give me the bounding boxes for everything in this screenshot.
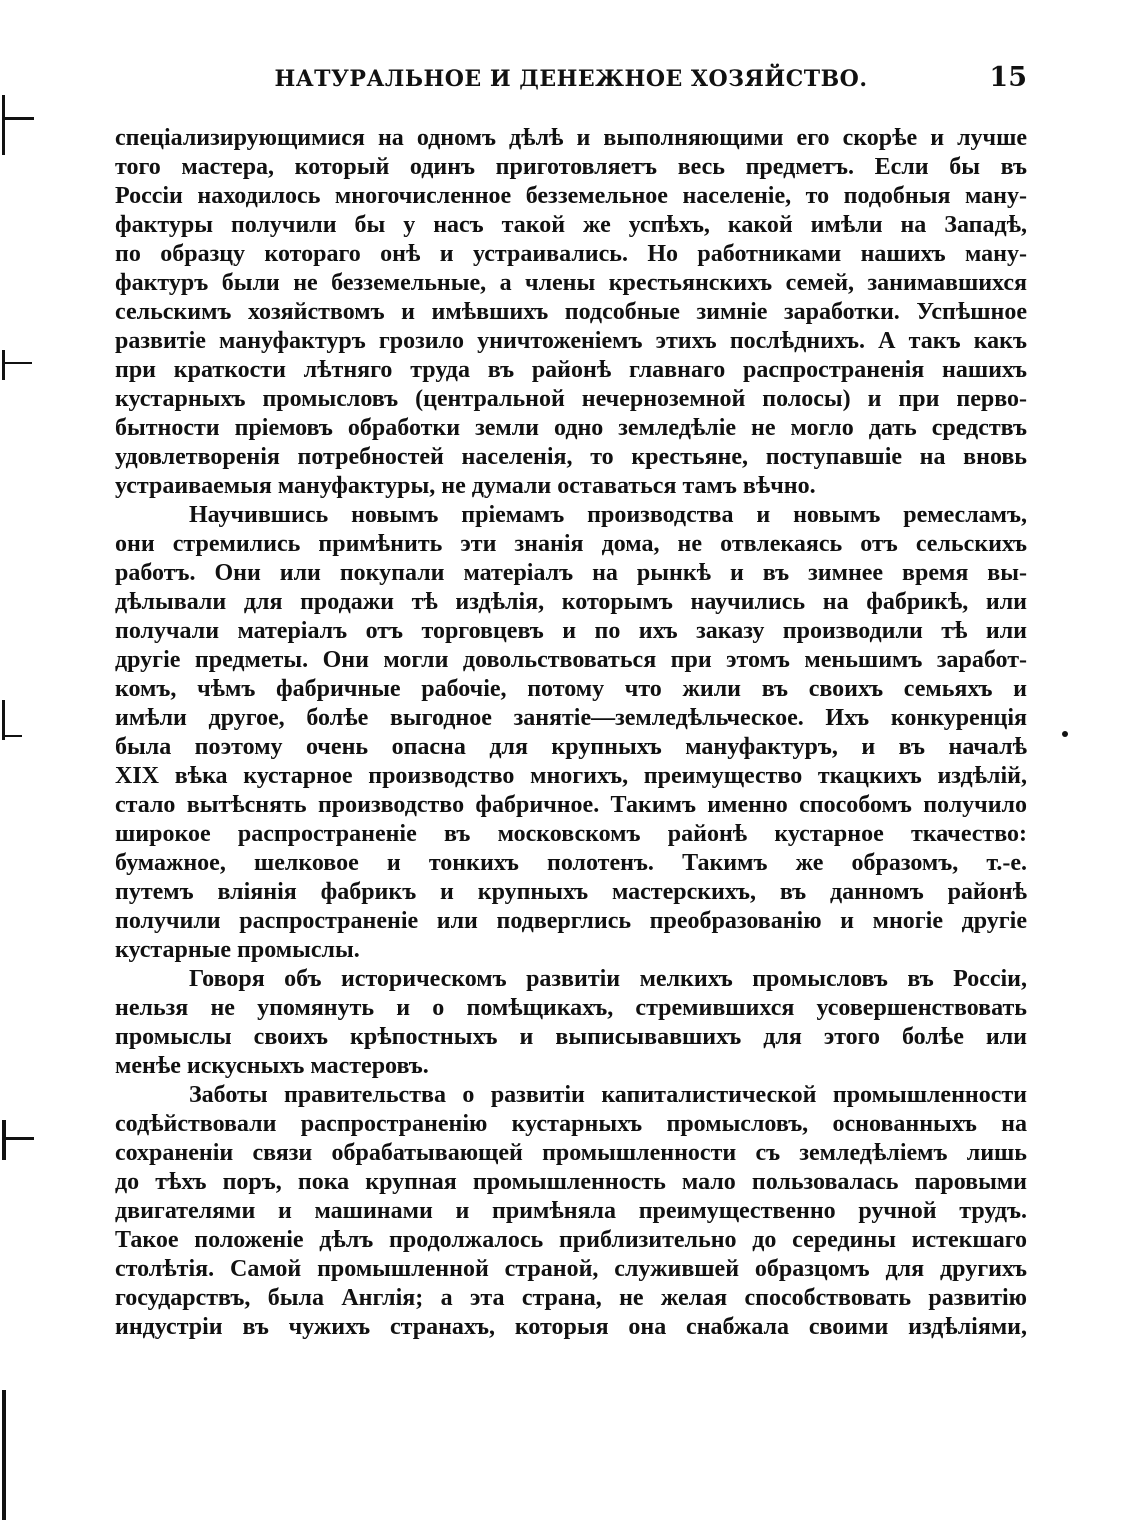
text-line: другіе предметы. Они могли довольствоваться при этомъ меньшимъ заработ-	[115, 647, 1027, 673]
text-line: сельскимъ хозяйствомъ и имѣвшихъ подсобные зимніе заработки. Успѣшное	[115, 299, 1027, 325]
text-line: столѣтія. Самой промышленной страной, служившей образцомъ для другихъ	[115, 1256, 1027, 1282]
text-line: стало вытѣснять производство фабричное. Такимъ именно способомъ получило	[115, 792, 1027, 818]
text-line: работъ. Они или покупали матеріалъ на рынкѣ и въ зимнее время вы-	[115, 560, 1027, 586]
text-line: они стремились примѣнить эти знанія дома, не отвлекаясь отъ сельскихъ	[115, 531, 1027, 557]
text-line: при краткости лѣтняго труда въ районѣ главнаго распространенія нашихъ	[115, 357, 1027, 383]
scan-edge-mark	[2, 1120, 6, 1160]
text-line: Россіи находилось многочисленное безземельное населеніе, то подобныя ману-	[115, 183, 1027, 209]
text-line: двигателями и машинами и примѣняла преимущественно ручной трудъ.	[115, 1198, 1027, 1224]
text-line: Заботы правительства о развитіи капиталистической промышленности	[189, 1082, 1027, 1108]
text-line: Говоря объ историческомъ развитіи мелкихъ промысловъ въ Россіи,	[189, 966, 1027, 992]
text-line: кустарные промыслы.	[115, 937, 360, 963]
text-line: кустарныхъ промысловъ (центральной нечерноземной полосы) и при перво-	[115, 386, 1027, 412]
text-line: промыслы своихъ крѣпостныхъ и выписывавшихъ для этого болѣе или	[115, 1024, 1027, 1050]
text-line: спеціализирующимися на одномъ дѣлѣ и выполняющими его скорѣе и лучше	[115, 125, 1027, 151]
text-line: индустріи въ чужихъ странахъ, которыя она снабжала своими издѣліями,	[115, 1314, 1027, 1340]
scan-dot	[1062, 731, 1068, 737]
running-title: НАТУРАЛЬНОЕ И ДЕНЕЖНОЕ ХОЗЯЙСТВО.	[274, 66, 868, 92]
text-line: удовлетворенія потребностей населенія, то крестьяне, поступавшіе на вновь	[115, 444, 1027, 470]
text-line: бумажное, шелковое и тонкихъ полотенъ. Такимъ же образомъ, т.-е.	[115, 850, 1027, 876]
text-line: широкое распространеніе въ московскомъ районѣ кустарное ткачество:	[115, 821, 1027, 847]
text-line: содѣйствовали распространенію кустарныхъ промысловъ, основанныхъ на	[115, 1111, 1027, 1137]
text-line: развитіе мануфактуръ грозило уничтоженіемъ этихъ послѣднихъ. А такъ какъ	[115, 328, 1027, 354]
text-line: получили распространеніе или подверглись преобразованію и многіе другіе	[115, 908, 1027, 934]
scan-edge-mark	[2, 95, 5, 155]
scan-edge-mark	[2, 700, 5, 740]
page-number: 15	[989, 62, 1027, 93]
text-line: Научившись новымъ пріемамъ производства и новымъ ремесламъ,	[189, 502, 1027, 528]
text-line: комъ, чѣмъ фабричные рабочіе, потому что жили въ своихъ семьяхъ и	[115, 676, 1027, 702]
scan-edge-mark	[4, 735, 22, 737]
text-line: путемъ вліянія фабрикъ и крупныхъ мастерскихъ, въ данномъ районѣ	[115, 879, 1027, 905]
scan-edge-mark	[4, 1137, 34, 1140]
text-line: до тѣхъ поръ, пока крупная промышленность мало пользовалась паровыми	[115, 1169, 1027, 1195]
scan-edge-mark	[2, 1390, 6, 1520]
text-line: менѣе искусныхъ мастеровъ.	[115, 1053, 429, 1079]
text-line: была поэтому очень опасна для крупныхъ мануфактуръ, и въ началѣ	[115, 734, 1027, 760]
text-line: фактуръ были не безземельные, а члены крестьянскихъ семей, занимавшихся	[115, 270, 1027, 296]
text-line: фактуры получили бы у насъ такой же успѣхъ, какой имѣли на Западѣ,	[115, 212, 1027, 238]
scan-edge-mark	[4, 117, 34, 120]
text-line: сохраненіи связи обрабатывающей промышленности съ земледѣліемъ лишь	[115, 1140, 1027, 1166]
text-line: XIX вѣка кустарное производство многихъ, преимущество ткацкихъ издѣлій,	[115, 763, 1027, 789]
body-text	[115, 124, 1027, 1342]
text-line: государствъ, была Англія; а эта страна, не желая способствовать развитію	[115, 1285, 1027, 1311]
text-line: того мастера, который одинъ приготовляетъ весь предметъ. Если бы въ	[115, 154, 1027, 180]
text-line: нельзя не упомянуть и о помѣщикахъ, стремившихся усовершенствовать	[115, 995, 1027, 1021]
text-line: бытности пріемовъ обработки земли одно земледѣліе не могло дать средствъ	[115, 415, 1027, 441]
text-line: устраиваемыя мануфактуры, не думали оставаться тамъ вѣчно.	[115, 473, 816, 499]
text-line: Такое положеніе дѣлъ продолжалось приблизительно до середины истекшаго	[115, 1227, 1027, 1253]
scan-edge-mark	[2, 350, 5, 380]
text-line: имѣли другое, болѣе выгодное занятіе—земледѣльческое. Ихъ конкуренція	[115, 705, 1027, 731]
text-line: получали матеріалъ отъ торговцевъ и по ихъ заказу производили тѣ или	[115, 618, 1027, 644]
page-header	[115, 60, 1027, 102]
text-line: по образцу котораго онѣ и устраивались. Но работниками нашихъ ману-	[115, 241, 1027, 267]
scan-edge-mark	[4, 362, 32, 364]
text-line: дѣлывали для продажи тѣ издѣлія, которымъ научились на фабрикѣ, или	[115, 589, 1027, 615]
